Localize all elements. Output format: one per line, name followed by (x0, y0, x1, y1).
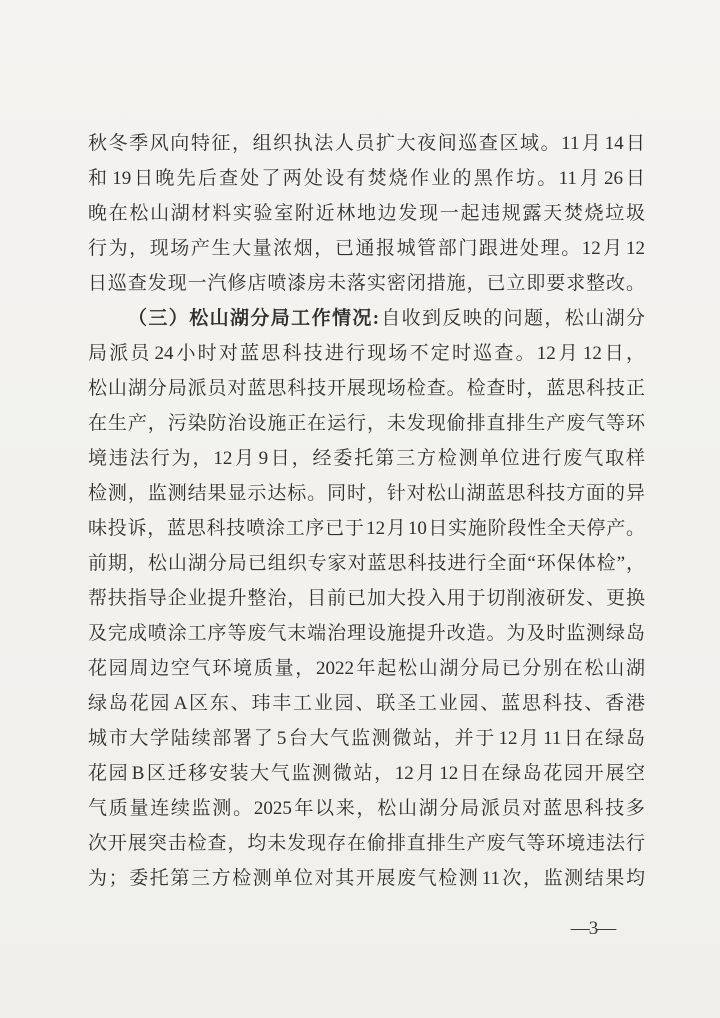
page-number: —3— (570, 918, 616, 939)
text-line-content: 城市大学陆续部署了 5 台大气监测微站，并于 12 月 11 日在绿岛 (88, 728, 645, 749)
text-line-content: 自收到反映的问题，松山湖分 (379, 308, 645, 329)
text-line (88, 546, 645, 581)
text-line (88, 371, 645, 406)
text-line-content: 次开展突击检查，均未发现存在偷排直排生产废气等环境违法行 (88, 833, 645, 854)
text-line (88, 301, 645, 336)
text-line (88, 441, 645, 476)
text-line (88, 861, 645, 896)
text-line-content: 帮扶指导企业提升整治，目前已加大投入用于切削液研发、更换 (88, 588, 645, 609)
text-line-content: 味投诉，蓝思科技喷涂工序已于 12 月 10 日实施阶段性全天停产。 (88, 518, 645, 539)
section-heading: （三）松山湖分局工作情况: (128, 308, 380, 329)
text-line (88, 266, 645, 301)
text-line (88, 511, 645, 546)
text-line (88, 826, 645, 861)
text-line (88, 756, 645, 791)
text-line-content: 为；委托第三方检测单位对其开展废气检测 11 次，监测结果均 (88, 868, 645, 889)
text-block (88, 126, 645, 896)
text-line (88, 161, 645, 196)
text-line (88, 231, 645, 266)
text-line-content: 花园 B 区迁移安装大气监测微站，12 月 12 日在绿岛花园开展空 (88, 763, 645, 784)
text-line-content: 及完成喷涂工序等废气末端治理设施提升改造。为及时监测绿岛 (88, 623, 645, 644)
text-line-content: 检测，监测结果显示达标。同时，针对松山湖蓝思科技方面的异 (88, 483, 645, 504)
text-line-content: 松山湖分局派员对蓝思科技开展现场检查。检查时，蓝思科技正 (88, 378, 645, 399)
text-line (88, 476, 645, 511)
text-line-content: 秋冬季风向特征，组织执法人员扩大夜间巡查区域。11 月 14 日 (88, 133, 645, 154)
text-line (88, 616, 645, 651)
text-line (88, 791, 645, 826)
text-line-content: 和 19 日晚先后查处了两处设有焚烧作业的黑作坊。11 月 26 日 (88, 168, 645, 189)
text-line (88, 336, 645, 371)
text-line (88, 406, 645, 441)
text-line-content: 日巡查发现一汽修店喷漆房未落实密闭措施，已立即要求整改。 (88, 273, 645, 294)
text-line-content: 绿岛花园 A 区东、玮丰工业园、联圣工业园、蓝思科技、香港 (88, 693, 645, 714)
text-line-content: 晚在松山湖材料实验室附近林地边发现一起违规露天焚烧垃圾 (88, 203, 645, 224)
text-line (88, 721, 645, 756)
text-line-content: 行为，现场产生大量浓烟，已通报城管部门跟进处理。12 月 12 (88, 238, 645, 259)
text-line (88, 651, 645, 686)
text-line-content: 局派员 24 小时对蓝思科技进行现场不定时巡查。12 月 12 日， (88, 343, 645, 364)
text-line-content: 前期，松山湖分局已组织专家对蓝思科技进行全面“环保体检”， (88, 553, 645, 574)
text-line-content: 花园周边空气环境质量，2022 年起松山湖分局已分别在松山湖 (88, 658, 645, 679)
text-line (88, 196, 645, 231)
text-line (88, 581, 645, 616)
text-line (88, 686, 645, 721)
text-line-content: 在生产，污染防治设施正在运行，未发现偷排直排生产废气等环 (88, 413, 645, 434)
text-line-content: 气质量连续监测。2025 年以来，松山湖分局派员对蓝思科技多 (88, 798, 645, 819)
text-line (88, 126, 645, 161)
text-line-content: 境违法行为，12 月 9 日，经委托第三方检测单位进行废气取样 (88, 448, 645, 469)
